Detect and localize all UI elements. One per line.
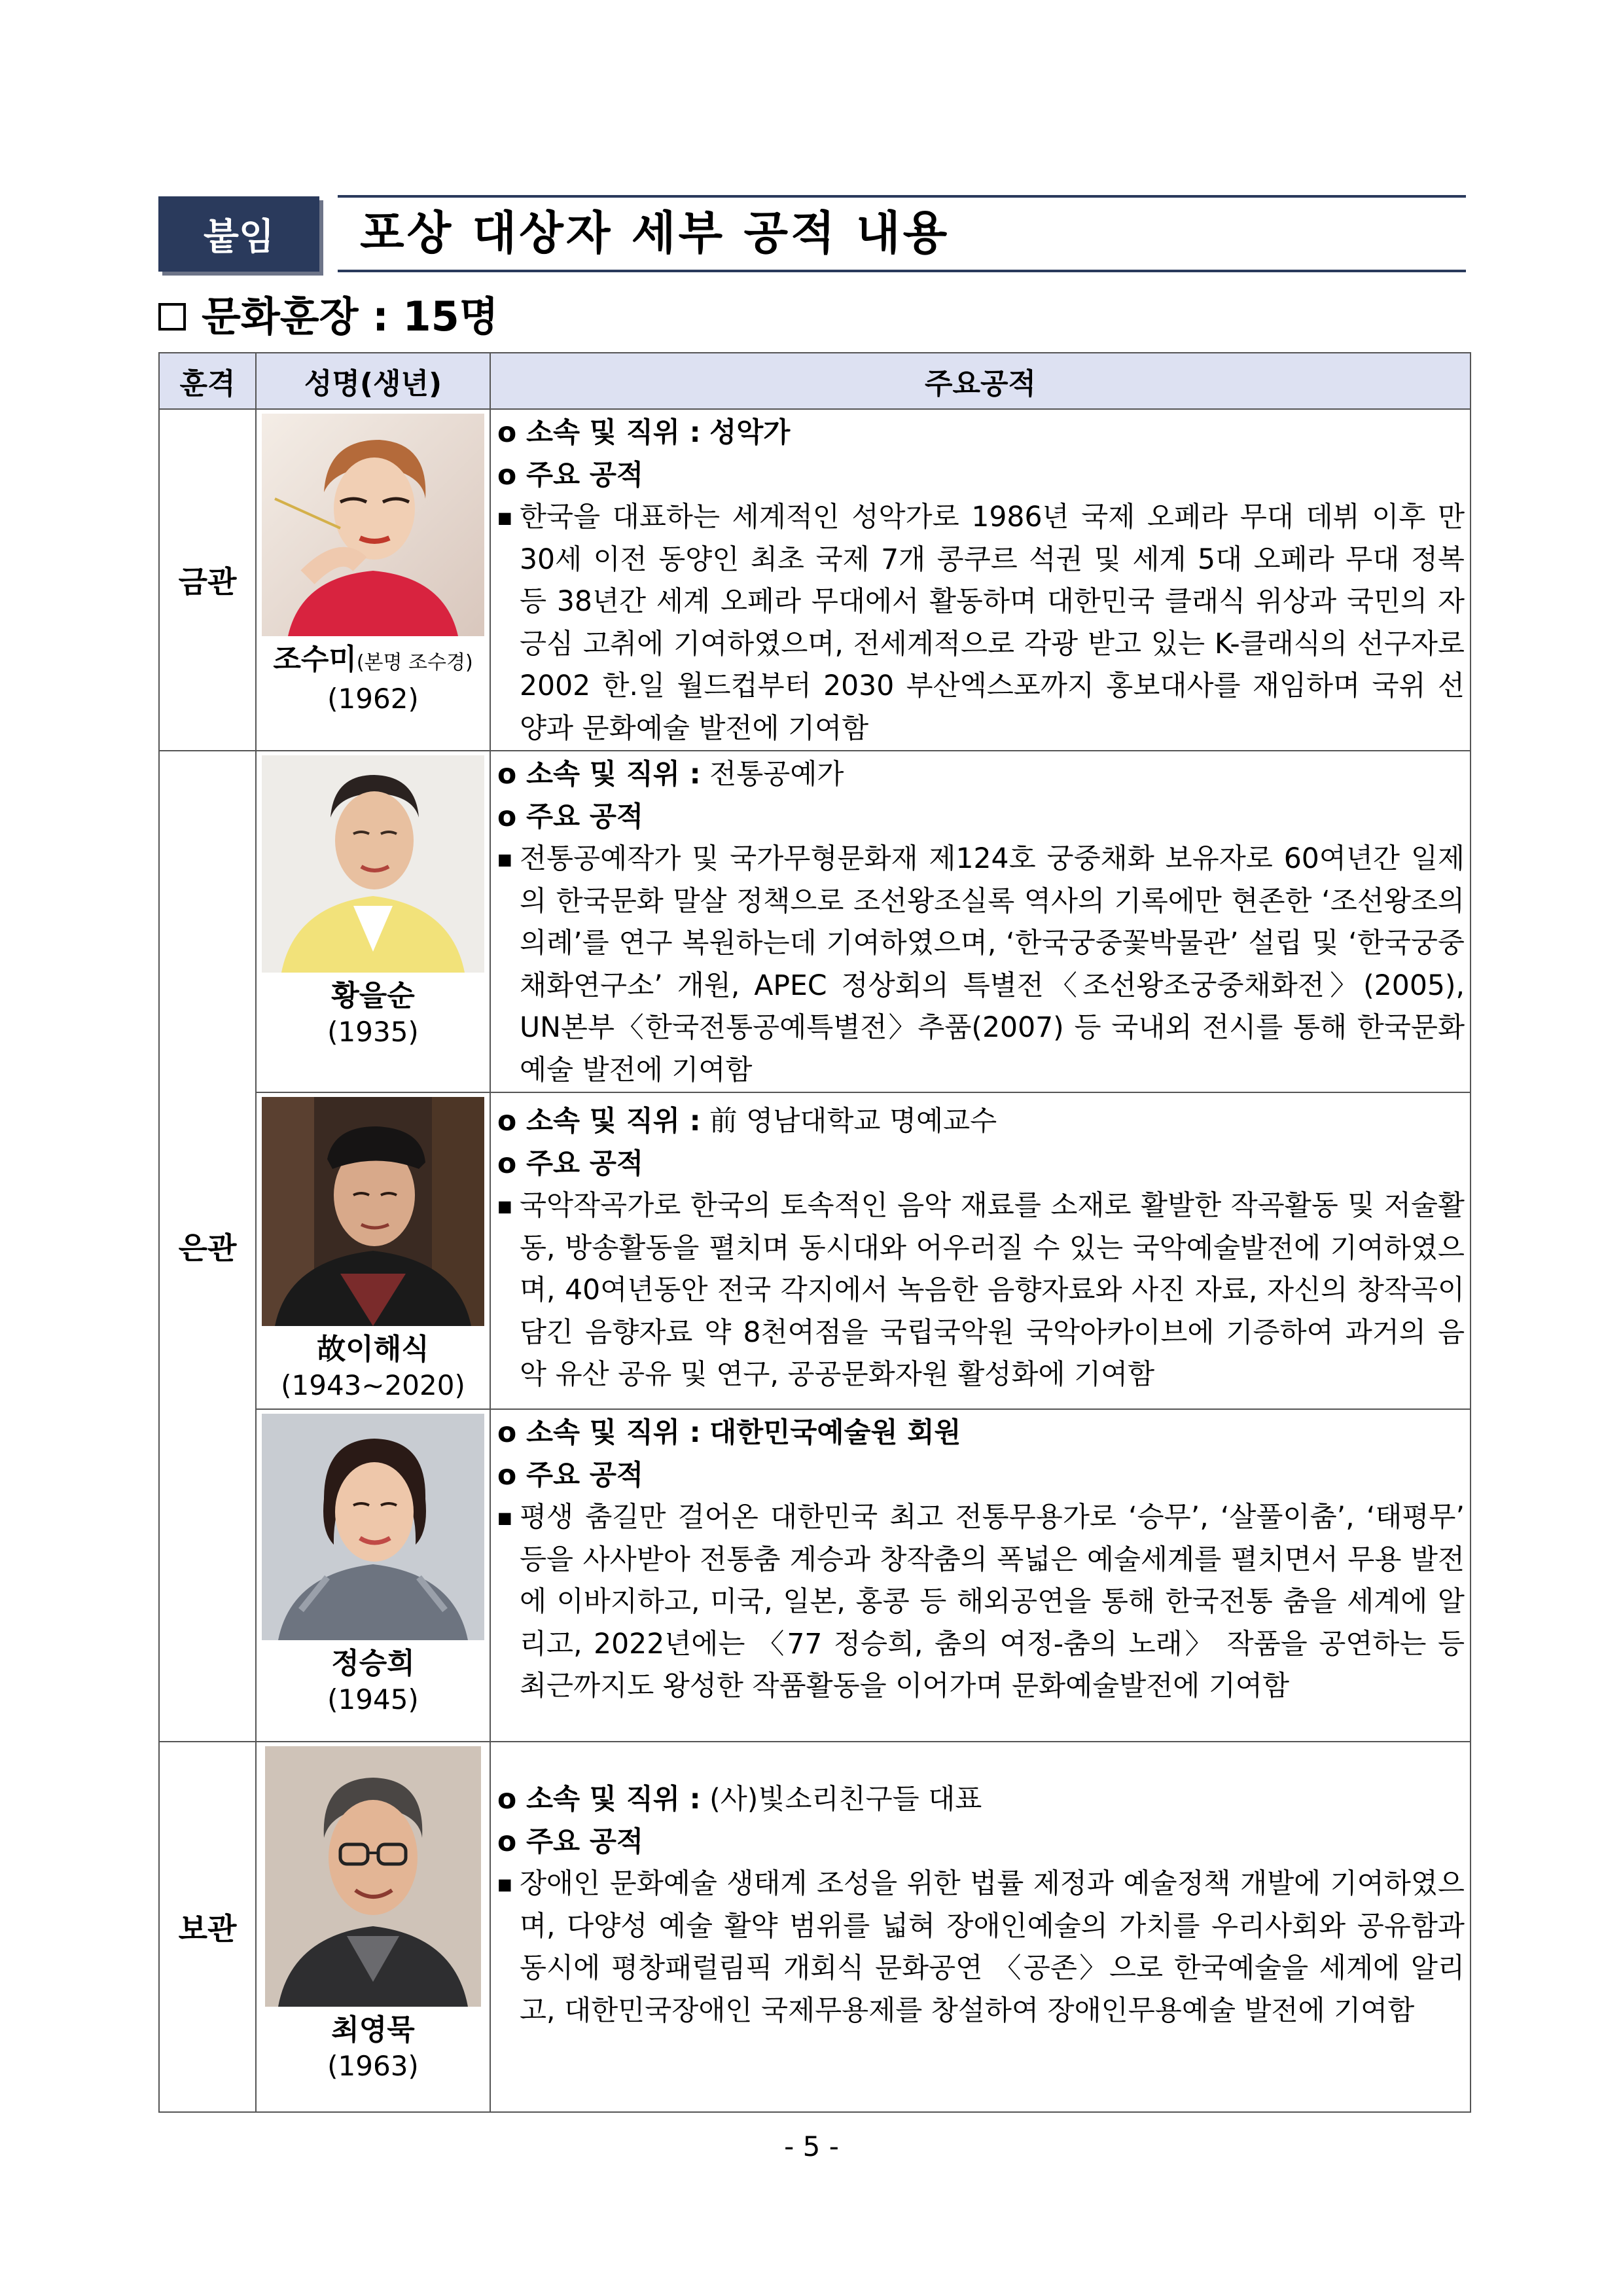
table-row <box>159 751 1471 1092</box>
portrait-photo <box>262 414 484 636</box>
person-birth-year: (1962) <box>327 683 419 715</box>
person-cell <box>256 409 490 751</box>
bullet-square-icon: ■ <box>497 1197 512 1215</box>
column-header-name: 성명(생년) <box>256 353 490 409</box>
merit-bullet <box>497 497 1465 750</box>
bullet-square-icon: ■ <box>497 1509 512 1527</box>
portrait-photo <box>262 755 484 973</box>
affiliation-line: o 소속 및 직위 : 성악가 <box>497 417 791 449</box>
page-number: - 5 - <box>784 2130 839 2162</box>
person-name-note: (본명 조수경) <box>356 651 473 674</box>
bullet-square-icon: ■ <box>497 1875 512 1893</box>
merit-label: o 주요 공적 <box>497 459 644 492</box>
grade-cell: 보관 <box>159 1742 256 2112</box>
affiliation-line: o 소속 및 직위 : 前 영남대학교 명예교수 <box>497 1105 997 1138</box>
merit-label: o 주요 공적 <box>497 1825 644 1858</box>
table-header-row <box>159 353 1471 409</box>
merit-label: o 주요 공적 <box>497 1147 644 1180</box>
grade-cell: 은관 <box>159 751 256 1742</box>
table-row <box>159 1409 1471 1742</box>
header-bottom-rule <box>338 270 1466 272</box>
merit-text: 평생 춤길만 걸어온 대한민국 최고 전통무용가로 ‘승무’, ‘살풀이춤’, ‘태평무’ 등을 사사받아 전통춤 계승과 창작춤의 폭넓은 예술세계를 펼치면서 무용 발전에 이바지하고, 미국, 일본, 홍콩 등 해외공연을 통해 한국전통 춤을 세계에 알리고, 2022년에는 〈77 정승희, 춤의 여정-춤의 노래〉 작품을 공연하는 등 최근까지도 왕성한 작품활동을 이어가며 문화예술발전에 기여함 <box>520 1501 1465 1702</box>
portrait-photo <box>262 1414 484 1640</box>
person-cell <box>256 1092 490 1409</box>
person-name: 조수미(본명 조수경) <box>273 643 473 676</box>
person-name: 정승희 <box>331 1647 415 1680</box>
person-name: 최영묵 <box>331 2013 415 2047</box>
section-heading <box>158 291 499 343</box>
merit-text: 장애인 문화예술 생태계 조성을 위한 법률 제정과 예술정책 개발에 기여하였으며, 다양성 예술 활약 범위를 넓혀 장애인예술의 가치를 우리사회와 공유함과 동시에 평창패럴림픽 개회식 문화공연 〈공존〉으로 한국예술을 세계에 알리고, 대한민국장애인 국제무용제를 창설하여 장애인무용예술 발전에 기여함 <box>520 1868 1465 2027</box>
column-header-grade: 훈격 <box>159 353 256 409</box>
table-row <box>159 1092 1471 1409</box>
section-title: 문화훈장 : 15명 <box>202 293 499 340</box>
affiliation-line: o 소속 및 직위 : 전통공예가 <box>497 759 844 791</box>
merit-bullet <box>497 1185 1465 1397</box>
attachment-tag: 붙임 <box>158 196 319 272</box>
header-top-rule <box>338 195 1466 198</box>
affiliation-line: o 소속 및 직위 : 대한민국예술원 회원 <box>497 1417 961 1449</box>
person-birth-year: (1963) <box>327 2050 419 2082</box>
portrait-photo <box>262 1746 484 2007</box>
page-title: 포상 대상자 세부 공적 내용 <box>360 206 950 260</box>
person-birth-year: (1943~2020) <box>281 1369 465 1401</box>
merit-text: 국악작곡가로 한국의 토속적인 음악 재료를 소재로 활발한 작곡활동 및 저술활동, 방송활동을 펼치며 동시대와 어우러질 수 있는 국악예술발전에 기여하였으며, 40여년동안 전국 각지에서 녹음한 음향자료와 사진 자료, 자신의 창작곡이 담긴 음향자료 약 8천여점을 국립국악원 국악아카이브에 기증하여 과거의 음악 유산 공유 및 연구, 공공문화자원 활성화에 기여함 <box>520 1190 1465 1391</box>
merit-cell <box>490 1092 1471 1409</box>
checkbox-icon <box>158 303 186 331</box>
merit-table <box>158 352 1471 2113</box>
bullet-square-icon: ■ <box>497 509 512 527</box>
merit-bullet <box>497 1863 1465 2032</box>
table-row <box>159 1742 1471 2112</box>
person-cell <box>256 1409 490 1742</box>
merit-label: o 주요 공적 <box>497 800 644 833</box>
merit-cell <box>490 1742 1471 2112</box>
merit-text: 한국을 대표하는 세계적인 성악가로 1986년 국제 오페라 무대 데뷔 이후 만 30세 이전 동양인 최초 국제 7개 콩쿠르 석권 및 세계 5대 오페라 무대 정복 등 38년간 세계 오페라 무대에서 활동하며 대한민국 클래식 위상과 국민의 자긍심 고취에 기여하였으며, 전세계적으로 각광 받고 있는 K-클래식의 선구자로 2002 한.일 월드컵부터 2030 부산엑스포까지 홍보대사를 재임하며 국위 선양과 문화예술 발전에 기여함 <box>520 501 1465 745</box>
merit-cell <box>490 751 1471 1092</box>
grade-cell: 금관 <box>159 409 256 751</box>
merit-bullet <box>497 838 1465 1092</box>
portrait-photo <box>262 1097 484 1326</box>
person-cell <box>256 1742 490 2112</box>
merit-cell <box>490 409 1471 751</box>
column-header-merit: 주요공적 <box>490 353 1471 409</box>
merit-label: o 주요 공적 <box>497 1459 644 1492</box>
person-name: 황을순 <box>331 979 415 1013</box>
person-cell <box>256 751 490 1092</box>
table-row <box>159 409 1471 751</box>
person-birth-year: (1935) <box>327 1016 419 1048</box>
person-birth-year: (1945) <box>327 1683 419 1715</box>
merit-bullet <box>497 1497 1465 1708</box>
merit-cell <box>490 1409 1471 1742</box>
merit-text: 전통공예작가 및 국가무형문화재 제124호 궁중채화 보유자로 60여년간 일제의 한국문화 말살 정책으로 조선왕조실록 역사의 기록에만 현존한 ‘조선왕조의 의례’를 연구 복원하는데 기여하였으며, ‘한국궁중꽃박물관’ 설립 및 ‘한국궁중채화연구소’ 개원, APEC 정상회의 특별전〈조선왕조궁중채화전〉(2005), UN본부〈한국전통공예특별전〉추품(2007) 등 국내외 전시를 통해 한국문화예술 발전에 기여함 <box>520 843 1465 1086</box>
bullet-square-icon: ■ <box>497 850 512 869</box>
person-name: 故이해식 <box>317 1333 429 1366</box>
affiliation-line: o 소속 및 직위 : (사)빛소리친구들 대표 <box>497 1784 982 1816</box>
